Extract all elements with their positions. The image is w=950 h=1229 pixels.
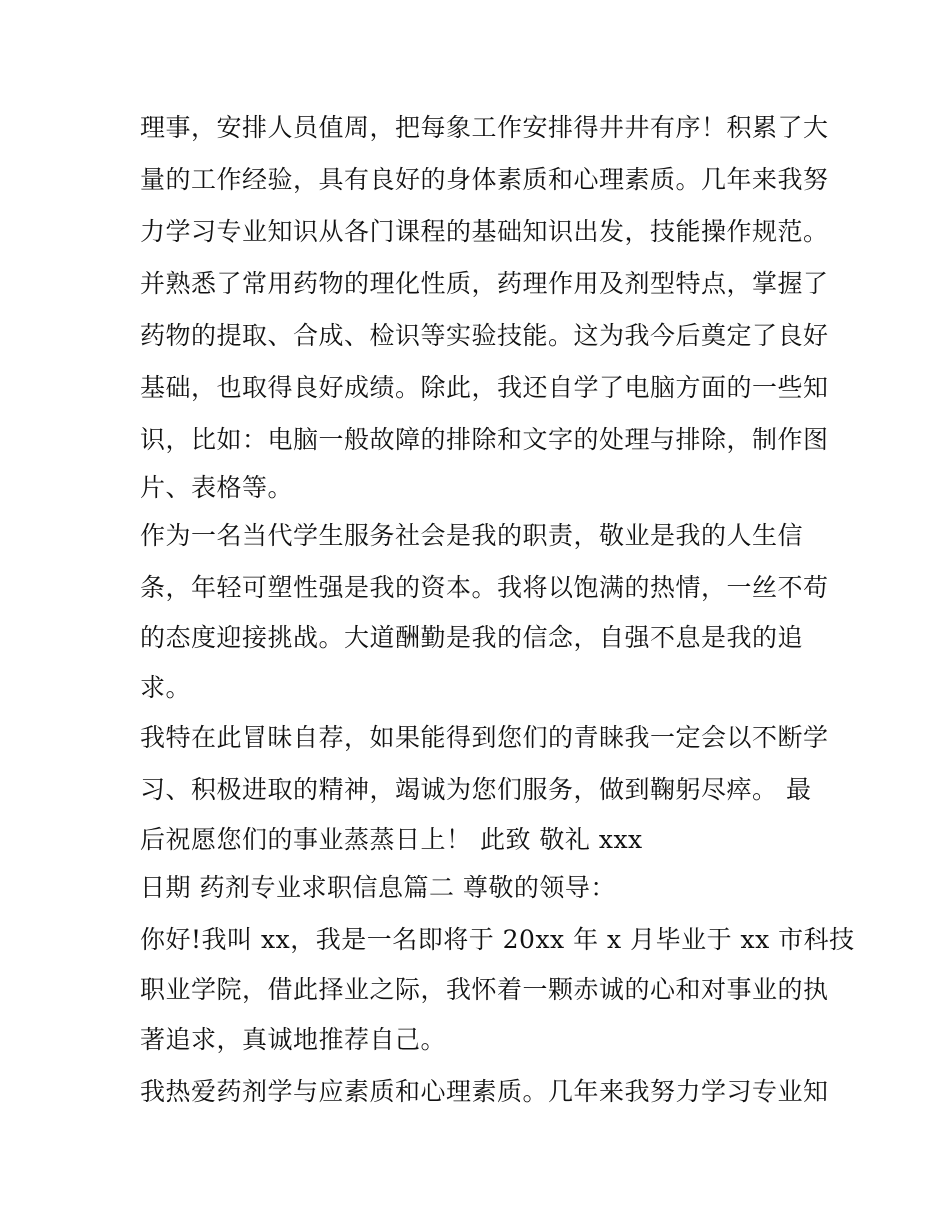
text-line: 我特在此冒昧自荐，如果能得到您们的青睐我一定会以不断学 xyxy=(140,723,829,752)
text-line: 著追求，真诚地推荐自己。 xyxy=(140,1025,447,1054)
text-line: 理事，安排人员值周，把每象工作安排得井井有序！积累了大 xyxy=(140,113,829,142)
text-line: 习、积极进取的精神，竭诚为您们服务，做到鞠躬尽瘁。 最 xyxy=(140,775,812,804)
text-line: 职业学院，借此择业之际，我怀着一颗赤诚的心和对事业的执 xyxy=(140,975,829,1004)
text-line: 后祝愿您们的事业蒸蒸日上！ 此致 敬礼 xxx xyxy=(140,825,643,854)
text-line: 作为一名当代学生服务社会是我的职责，敬业是我的人生信 xyxy=(140,521,804,550)
text-line: 求。 xyxy=(140,673,192,702)
text-line: 力学习专业知识从各门课程的基础知识出发，技能操作规范。 xyxy=(140,217,829,246)
text-line: 的态度迎接挑战。大道酬勤是我的信念，自强不息是我的追 xyxy=(140,623,804,652)
text-line: 药物的提取、合成、检识等实验技能。这为我今后奠定了良好 xyxy=(140,321,829,350)
text-line: 识，比如：电脑一般故障的排除和文字的处理与排除，制作图 xyxy=(140,425,829,454)
text-line: 基础，也取得良好成绩。除此，我还自学了电脑方面的一些知 xyxy=(140,373,829,402)
text-line: 片、表格等。 xyxy=(140,473,294,502)
text-line: 我热爱药剂学与应素质和心理素质。几年来我努力学习专业知 xyxy=(140,1077,829,1106)
text-line: 并熟悉了常用药物的理化性质，药理作用及剂型特点，掌握了 xyxy=(140,269,829,298)
text-line: 日期 药剂专业求职信息篇二 尊敬的领导： xyxy=(140,873,616,902)
text-line: 你好!我叫 xx，我是一名即将于 20xx 年 x 月毕业于 xx 市科技 xyxy=(140,925,855,954)
text-line: 量的工作经验，具有良好的身体素质和心理素质。几年来我努 xyxy=(140,165,829,194)
text-line: 条，年轻可塑性强是我的资本。我将以饱满的热情，一丝不苟 xyxy=(140,573,829,602)
